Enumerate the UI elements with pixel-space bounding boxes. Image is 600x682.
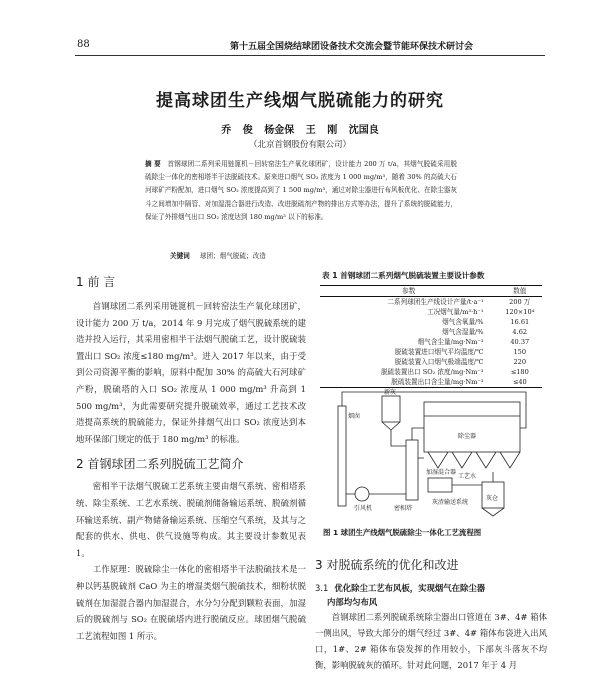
table-row — [320, 327, 542, 337]
table-cell-value: ≤40 — [512, 378, 527, 386]
table-cell-param: 烟气含氧量/% — [442, 318, 484, 326]
table-1 — [320, 285, 542, 388]
table-col-param: 参数 — [402, 287, 416, 295]
table-cell-param: 烟气含尘量/mg·Nm⁻³ — [417, 338, 484, 346]
section-2-paragraph-2: 工作原理：脱硫除尘一体化的密相塔半干法脱硫技术是一种以钙基脱硫剂 CaO 为主的增湿类烟气脱硫技术，细粉状脱硫剂在加湿混合器内加湿混合，水分匀分配到颗粒表面，加湿后的脱硫剂与 SO₂ 在脱硫塔内进行脱硫反应。球团烟气脱硫工艺流程如图 1 所示。 — [76, 564, 306, 641]
label-ash-conveyor: 灰渣输送系统 — [432, 499, 469, 506]
keywords-text: 球团；烟气脱硫；改造 — [199, 252, 266, 260]
keywords — [170, 250, 266, 260]
section-2-heading: 2 首钢球团二系列脱硫工艺简介 — [76, 457, 244, 472]
table-cell-param: 脱硫装置入口烟气极端温度/℃ — [394, 358, 484, 366]
table-row — [320, 377, 542, 388]
header-rule — [75, 55, 545, 56]
table-cell-value: 40.37 — [510, 338, 530, 346]
subsection-3-1-heading — [315, 581, 547, 609]
fan-shape — [355, 487, 369, 501]
table-cell-value: ≤180 — [510, 368, 529, 376]
table-cell-value: 220 — [513, 358, 527, 366]
abstract — [145, 158, 457, 224]
section-3-paragraph: 首钢球团二系列脱硫系统除尘器出口管道在 3#、4# 箱体一侧出风，导致大部分的烟气经过 3#、4# 箱体布袋进入出风口，1#、2# 箱体布袋发挥的作用较小，下部灰斗落灰不均衡，影响脱硫灰的循环。针对此问题，2017 年于 4 月 — [315, 612, 547, 670]
label-dense-tower: 密相塔 — [394, 505, 413, 512]
process-flow-diagram — [332, 388, 527, 523]
table-row — [320, 347, 542, 357]
authors: 乔 俊 杨金保 王 刚 沈国良 — [221, 125, 379, 136]
table-cell-param: 烟气含湿量/% — [442, 328, 484, 336]
table-row — [320, 367, 542, 377]
table-cell-value: 120×10⁴ — [505, 308, 535, 316]
table-col-value: 数值 — [513, 287, 527, 295]
table-cell-param: 脱硫装置出口含尘量/mg·Nm⁻³ — [391, 378, 484, 386]
section-1-heading: 1 前 言 — [76, 275, 116, 289]
keywords-label: 关键词 — [170, 252, 190, 260]
label-water: 工艺水 — [458, 473, 477, 480]
left-column — [76, 273, 306, 644]
table-cell-value: 4.62 — [512, 328, 528, 336]
table-header-row — [320, 286, 542, 297]
table-row — [320, 317, 542, 327]
table-cell-param: 二系列球团生产线设计产量/t·a⁻¹ — [387, 298, 484, 306]
section-3-heading: 3 对脱硫系统的优化和改进 — [315, 558, 459, 572]
table-row — [320, 307, 542, 317]
table-cell-value: 150 — [513, 348, 527, 356]
label-fresh-ash: 新灰 — [384, 389, 397, 396]
humidifier-shape — [428, 478, 452, 492]
table-cell-param: 脱硫装置进口烟气平均温度/℃ — [394, 348, 484, 356]
table-row — [320, 297, 542, 308]
section-3 — [315, 556, 547, 673]
paper-title: 提高球团生产线烟气脱硫能力的研究 — [156, 91, 444, 111]
running-title: 第十五届全国烧结球团设备技术交流会暨节能环保技术研讨会 — [230, 42, 474, 52]
label-chimney: 烟囱 — [348, 413, 361, 420]
dust-collector-box — [424, 402, 520, 452]
fresh-ash-silo — [382, 396, 400, 422]
table-cell-value: 16.61 — [510, 318, 530, 326]
label-dust-collector: 除尘器 — [458, 433, 477, 440]
abstract-text: 首钢球团二系列采用链篦机－回转窑法生产氧化球团矿，设计能力 200 万 t/a，其烟气脱硫采用脱硫除尘一体化的密相塔半干法脱硫技术。原来进口烟气 SO₂ 浓度为 1 000 mg/m³，随着 30% 的高硫大石河球矿产粉配加，进口烟气 SO₂ 浓度提高到了 1 500 mg/m³，通过对除尘器进行布风板优化、在除尘器灰斗之间增加中隔管、对加湿混合器进行改造、改进脱硫剂产物的排出方式等办法，提升了系统的脱硫能力，保证了外排烟气出口 SO₂ 浓度达到 180 mg/m³ 以下的标准。 — [145, 160, 457, 221]
abstract-label: 摘 要 — [145, 160, 161, 168]
label-fan: 引风机 — [354, 505, 373, 512]
affiliation: （北京首钢股份有限公司） — [248, 140, 351, 150]
page-number: 88 — [77, 39, 90, 50]
dense-tower-shape — [406, 440, 418, 500]
table-row — [320, 337, 542, 347]
subsection-number: 3.1 — [315, 583, 329, 593]
section-1-paragraph: 首钢球团二系列采用链篦机－回转窑法生产氧化球团矿，设计能力 200 万 t/a，2014 年 9 月完成了烟气脱硫系统的建造并投入运行，其采用密相半干法烟气脱硫工艺，设计脱硫装置出口 SO₂ 浓度≤180 mg/m³。进入 2017 年以来，由于受到公司资源平衡的影响，原料中配加 30% 的高硫大石河球矿产粉，脱硫塔的入口 SO₂ 浓度从 1 000 mg/m³ 升高到 1 500 mg/m³，为此需要研究提升脱硫效率，通过工艺技术改造提高系统的脱硫能力，保证外排烟气出口 SO₂ 浓度达到本地环保部门规定的低于 180 mg/m³ 的标准。 — [76, 301, 306, 444]
table-cell-param: 工况烟气量/m³·h⁻¹ — [426, 308, 484, 316]
right-column — [315, 270, 547, 388]
section-2-paragraph-1: 密相半干法烟气脱硫工艺系统主要由烟气系统、密相塔系统、除尘系统、工艺水系统、脱硫剂储备输运系统、脱硫剂循环输送系统、副产物储备输运系统、压缩空气系统，及其与之配套的供水、供电、供气设施等构成。其主要设计参数见表 1。 — [76, 481, 306, 558]
figure-1-caption: 图 1 球团生产线烟气脱硫除尘一体化工艺流程图 — [323, 528, 482, 537]
chimney-shape — [338, 406, 346, 506]
subsection-title-line-1: 优化除尘工艺布风板，实现烟气在除尘器 — [334, 583, 486, 593]
label-humidifier: 加湿混合器 — [426, 469, 457, 476]
label-ash-silo: 灰仓 — [486, 495, 499, 502]
table-cell-value: 200 万 — [509, 298, 531, 306]
table-1-caption: 表 1 首钢球团二系列烟气脱硫装置主要设计参数 — [322, 271, 485, 280]
table-cell-param: 脱硫装置出口 SO₂ 浓度/mg·Nm⁻³ — [381, 368, 484, 376]
subsection-title-line-2: 内部均匀布风 — [327, 597, 378, 607]
table-row — [320, 357, 542, 367]
